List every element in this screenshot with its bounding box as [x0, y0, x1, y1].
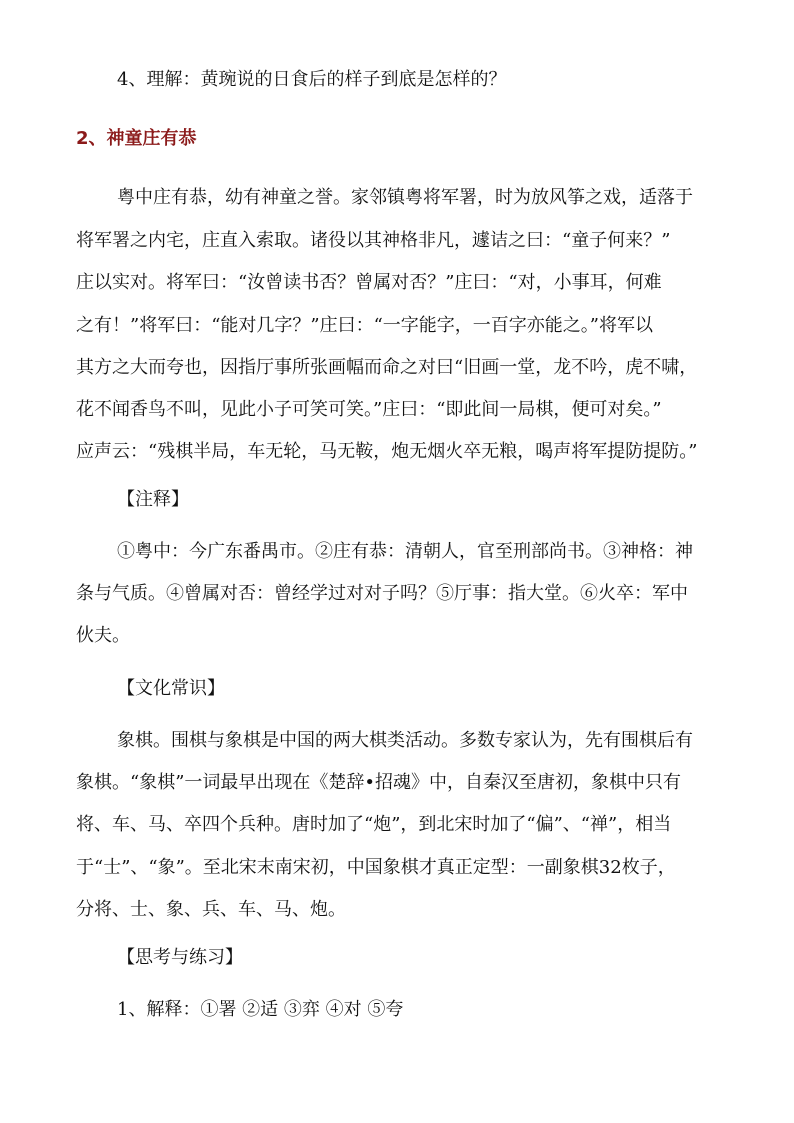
- passage-line-4: 之有！”将军曰：“能对几字？”庄曰：“一字能字，一百字亦能之。”将军以: [76, 315, 654, 336]
- practice-heading: 【思考与练习】: [117, 947, 243, 968]
- culture-line-1: 象棋。围棋与象棋是中国的两大棋类活动。多数专家认为，先有围棋后有: [117, 730, 693, 751]
- passage-line-2: 将军署之内宅，庄直入索取。诸役以其神格非凡，遽诘之曰：“童子何来？”: [76, 230, 671, 251]
- notes-line-1: ①粤中：今广东番禺市。②庄有恭：清朝人，官至刑部尚书。③神格：神: [117, 541, 693, 562]
- passage-line-5: 其方之大而夸也，因指厅事所张画幅而命之对曰“旧画一堂，龙不吟，虎不啸，: [76, 357, 698, 378]
- passage-line-6: 花不闻香鸟不叫，见此小子可笑可笑。”庄曰：“即此间一局棋，便可对矣。”: [76, 399, 662, 420]
- culture-heading: 【文化常识】: [117, 678, 225, 699]
- notes-line-3: 伙夫。: [76, 625, 130, 646]
- passage-line-3: 庄以实对。将军曰：“汝曾读书否？曾属对否？”庄曰：“对，小事耳，何难: [76, 272, 662, 293]
- culture-line-5: 分将、士、象、兵、车、马、炮。: [76, 899, 346, 920]
- notes-heading: 【注释】: [117, 489, 189, 510]
- passage-line-7: 应声云：“残棋半局，车无轮，马无鞍，炮无烟火卒无粮，喝声将军提防提防。”: [76, 441, 698, 462]
- culture-line-4: 于“士”、“象”。至北宋末南宋初，中国象棋才真正定型：一副象棋32枚子，: [76, 857, 676, 878]
- passage-line-1: 粤中庄有恭，幼有神童之誉。家邻镇粤将军署，时为放风筝之戏，适落于: [117, 187, 693, 208]
- culture-line-2: 象棋。“象棋”一词最早出现在《楚辞•招魂》中，自秦汉至唐初，象棋中只有: [76, 772, 682, 793]
- section-heading: 2、神童庄有恭: [76, 128, 197, 149]
- notes-line-2: 条与气质。④曾属对否：曾经学过对对子吗？⑤厅事：指大堂。⑥火卒：军中: [76, 583, 688, 604]
- question-4: 4、理解：黄琬说的日食后的样子到底是怎样的？: [117, 69, 507, 90]
- culture-line-3: 将、车、马、卒四个兵种。唐时加了“炮”，到北宋时加了“偏”、“禅”，相当: [76, 814, 672, 835]
- practice-question-1: 1、解释：①署 ②适 ③弈 ④对 ⑤夸: [117, 999, 404, 1020]
